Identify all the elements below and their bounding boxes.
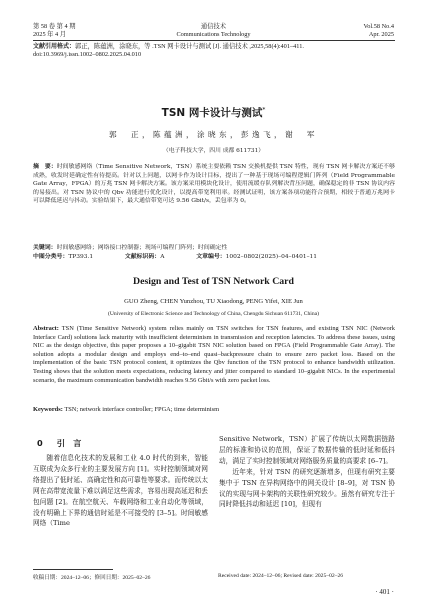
abstract-en-text: TSN (Time Sensitive Network) system relies mainly on TSN switches for TSN features, and existing TSN NIC (Network Interface Card) solutions lack maturity with insufficient determinism in transmission and reception latencies. To address these issues, using NIC as the design objective, this paper proposes a 10–gigabit TSN NIC solution based on FPGA (Field Programmable Gate Array). The solution adopts a modular design and employs end–to–end quasi–backpressure chain to ensure zero packet loss. Based on the implementation of the basic TSN protocol content, it optimizes the Qbv function of the TSN protocol to enhance bandwidth utilization. Testing shows that the solution meets expectations, reducing latency and jitter compared to standard 10–gigabit NICs. In the experimental scenario, the maximum communication bandwidth reaches 9.56 Gbit/s with zero packet loss.	[33, 325, 395, 384]
keywords-cn-text: 时间敏感网络；网络接口控制器；现场可编程门阵列；时间确定性	[56, 245, 228, 251]
citation-label: 文献引用格式：	[33, 43, 76, 50]
footnote-received-cn: 收稿日期：2024–12–06；修回日期：2025–02–26	[33, 575, 151, 581]
keywords-en-text: TSN; network interface controller; FPGA; time determinism	[64, 406, 220, 413]
body-paragraph: 近年来，针对 TSN 的研究逐渐增多，但现有研究主要集中于 TSN 在异构网络中的网关设计 [8–9]，对 TSN 协议的实现与网卡架构的关联性研究较少。虽然有研究专注于同时降低抖动和延迟 [10]，但现有	[219, 467, 395, 509]
doc-code-label: 文献标识码：	[124, 254, 161, 260]
citation-text: 郭正，陈蕴洲，涂晓东，等 .TSN 网卡设计与测试 [J]. 通信技术 ,2025,58(4):401–411.	[75, 43, 304, 50]
clc-label: 中图分类号：	[33, 254, 69, 260]
abstract-en	[33, 325, 395, 385]
doc-code-value: A	[160, 254, 165, 260]
header-journal-cn: 通信技术	[200, 23, 227, 30]
citation-block	[33, 43, 395, 60]
section-number: 0	[37, 438, 43, 448]
header-volume-en: Vol.58 No.4	[363, 23, 394, 30]
header-rule	[33, 40, 395, 41]
body-column-left	[33, 453, 208, 529]
authors-en: GUO Zheng, CHEN Yunzhou, TU Xiaodong, PENG Yifei, XIE Jun	[124, 298, 303, 305]
body-column-right	[219, 434, 395, 510]
clc-value: TP393.1	[68, 254, 94, 260]
body-paragraph: 随着信息化技术的发展和工业 4.0 时代的到来，智能互联成为众多行业的主要发展方向 [1]。实时控制领域对网络提出了低时延、高确定性和高可靠性等要求。而传统以太网在高带宽流量下难以满足这些需求，容易出现高延迟和丢包问题 [2]。在航空航天、车载网络和工业自动化等领域，没有明确上下界的通信时延是不可接受的 [3–5]。时间敏感网络（Time	[33, 454, 208, 528]
header-date-cn: 2025 年 4 月	[33, 30, 67, 38]
footnote-rule	[33, 569, 113, 570]
footnote-received-en: Received date: 2024–12–06; Revised date: 2025–02–26	[218, 573, 344, 579]
keywords-cn	[33, 244, 395, 253]
abstract-cn-text: 时间敏感网络（Time Sensitive Network，TSN）系统主要依赖 TSN 交换机提供 TSN 特性，现有 TSN 网卡解决方案还不够成熟，收发时延确定性有待提高。针对以上问题，以网卡作为设计目标，提出了一种基于现场可编程逻辑门阵列（Field Programmable Gate Array，FPGA）的万兆 TSN 网卡解决方案。该方案采用模块化设计，使用流缓存队列解决背压问题，确保稳定的非 TSN 协议内容的易接出。对 TSN 协议中的 Qbv 功能进行优化设计，以提高带宽利用率。经测试证明，该方案各项功能符合预期，相较于普通万兆网卡可以降低延迟与抖动。实验结果下，最大通信带宽可达 9.56 Gbit/s，丢包率为 0。	[33, 164, 396, 205]
section-heading	[37, 438, 81, 449]
keywords-en	[33, 406, 395, 415]
abstract-cn-label: 摘 要：	[33, 164, 57, 170]
affiliation-en: (University of Electronic Science and Technology of China, Chengdu Sichuan 611731, China)	[107, 311, 320, 317]
affiliation-cn: （电子科技大学，四川 成都 611731）	[162, 148, 265, 154]
page-number: · 401 ·	[375, 588, 394, 596]
article-id-label: 文章编号：	[196, 254, 226, 260]
abstract-en-label: Abstract:	[33, 325, 59, 332]
page-title-en: Design and Test of TSN Network Card	[133, 276, 294, 287]
title-footnote-mark: *	[262, 106, 266, 114]
article-id-value: 1002–0802(2025)–04–0401–11	[225, 254, 318, 260]
header-date-en: Apr. 2025	[368, 30, 394, 38]
page-title-cn	[0, 105, 427, 120]
title-cn-text: TSN 网卡设计与测试	[161, 107, 263, 119]
keywords-cn-label: 关键词：	[33, 245, 57, 251]
doi: doi:10.3969/j.issn.1002–0802.2025.04.010	[33, 51, 142, 59]
authors-cn: 郭 正，陈蕴洲，涂晓东，彭逸飞，谢 军	[109, 130, 318, 139]
keywords-en-label: Keywords:	[33, 406, 63, 413]
abstract-cn	[33, 163, 395, 206]
section-title: 引 言	[56, 438, 82, 448]
header-issue-en	[364, 23, 395, 38]
header-volume-cn: 第 58 卷 第 4 期	[33, 23, 76, 30]
header-journal-en: Communications Technology	[176, 30, 251, 38]
body-paragraph: Sensitive Network，TSN）扩展了传统以太网数据链路层的标准和协议的范围，保证了数据传输的低时延和低抖动，满足了实时控制领域对网络服务质量的高要求 [6–7]。	[219, 435, 395, 465]
classification-line	[33, 253, 395, 262]
